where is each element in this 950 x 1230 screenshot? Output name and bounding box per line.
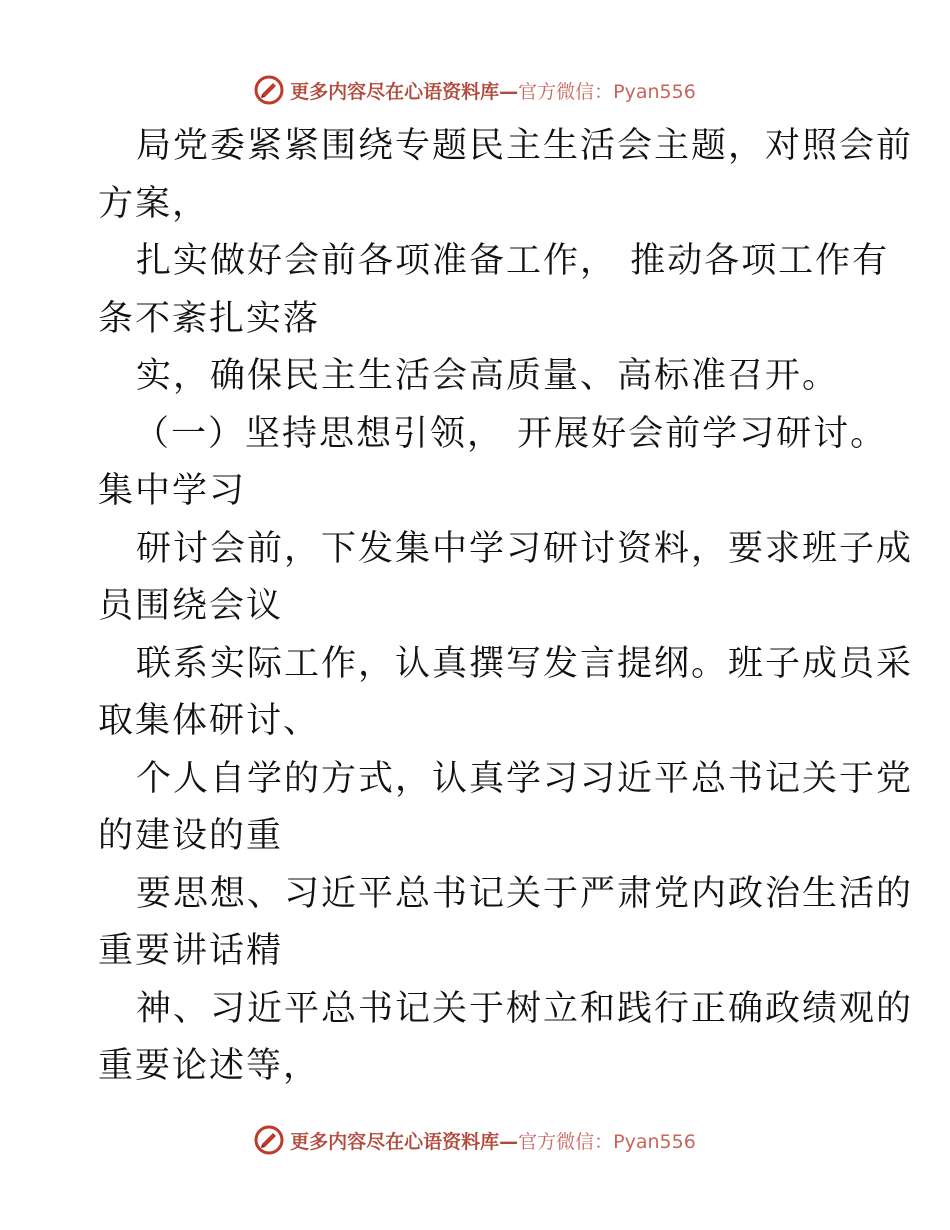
paragraph-line: 集中学习 <box>98 471 247 511</box>
paragraph-line: 联系实际工作，认真撰写发言提纲。班子成员采 <box>136 643 914 684</box>
paragraph-line: 条不紊扎实落 <box>98 298 321 339</box>
watermark-text <box>290 1127 696 1154</box>
watermark-main: 更多内容尽在心语资料库 <box>290 1130 500 1153</box>
watermark-wechat: 官方微信：Pyan556 <box>518 80 696 103</box>
paragraph-line: 方案， <box>98 183 210 224</box>
paragraph-line: 取集体研讨、 <box>98 701 321 741</box>
paragraph-line: 个人自学的方式，认真学习习近平总书记关于党 <box>136 758 914 799</box>
document-body <box>98 118 914 1096</box>
watermark-dash: — <box>499 1130 519 1153</box>
watermark-main: 更多内容尽在心语资料库 <box>290 80 500 103</box>
watermark-wechat: 官方微信：Pyan556 <box>518 1130 696 1153</box>
brand-logo-icon <box>254 75 284 105</box>
watermark-footer <box>0 1120 950 1160</box>
paragraph-line: 重要论述等， <box>98 1046 321 1086</box>
paragraph-line: 重要讲话精 <box>98 931 284 971</box>
paragraph-line: 研讨会前，下发集中学习研讨资料，要求班子成 <box>136 528 914 569</box>
paragraph-line: 实，确保民主生活会高质量、高标准召开。 <box>136 356 840 396</box>
paragraph-line: 员围绕会议 <box>98 586 284 626</box>
paragraph-line: 神、习近平总书记关于树立和践行正确政绩观的 <box>136 988 914 1029</box>
watermark-header <box>0 70 950 110</box>
brand-logo-icon <box>254 1125 284 1155</box>
paragraph-line: 要思想、习近平总书记关于严肃党内政治生活的 <box>136 873 914 914</box>
paragraph-line: 的建设的重 <box>98 816 284 856</box>
paragraph-line: 局党委紧紧围绕专题民主生活会主题，对照会前 <box>136 126 914 166</box>
paragraph-line: 扎实做好会前各项准备工作， 推动各项工作有 <box>136 241 890 281</box>
watermark-dash: — <box>499 80 519 103</box>
section-heading-line: （一）坚持思想引领， 开展好会前学习研讨。 <box>134 413 888 454</box>
watermark-text <box>290 77 696 104</box>
